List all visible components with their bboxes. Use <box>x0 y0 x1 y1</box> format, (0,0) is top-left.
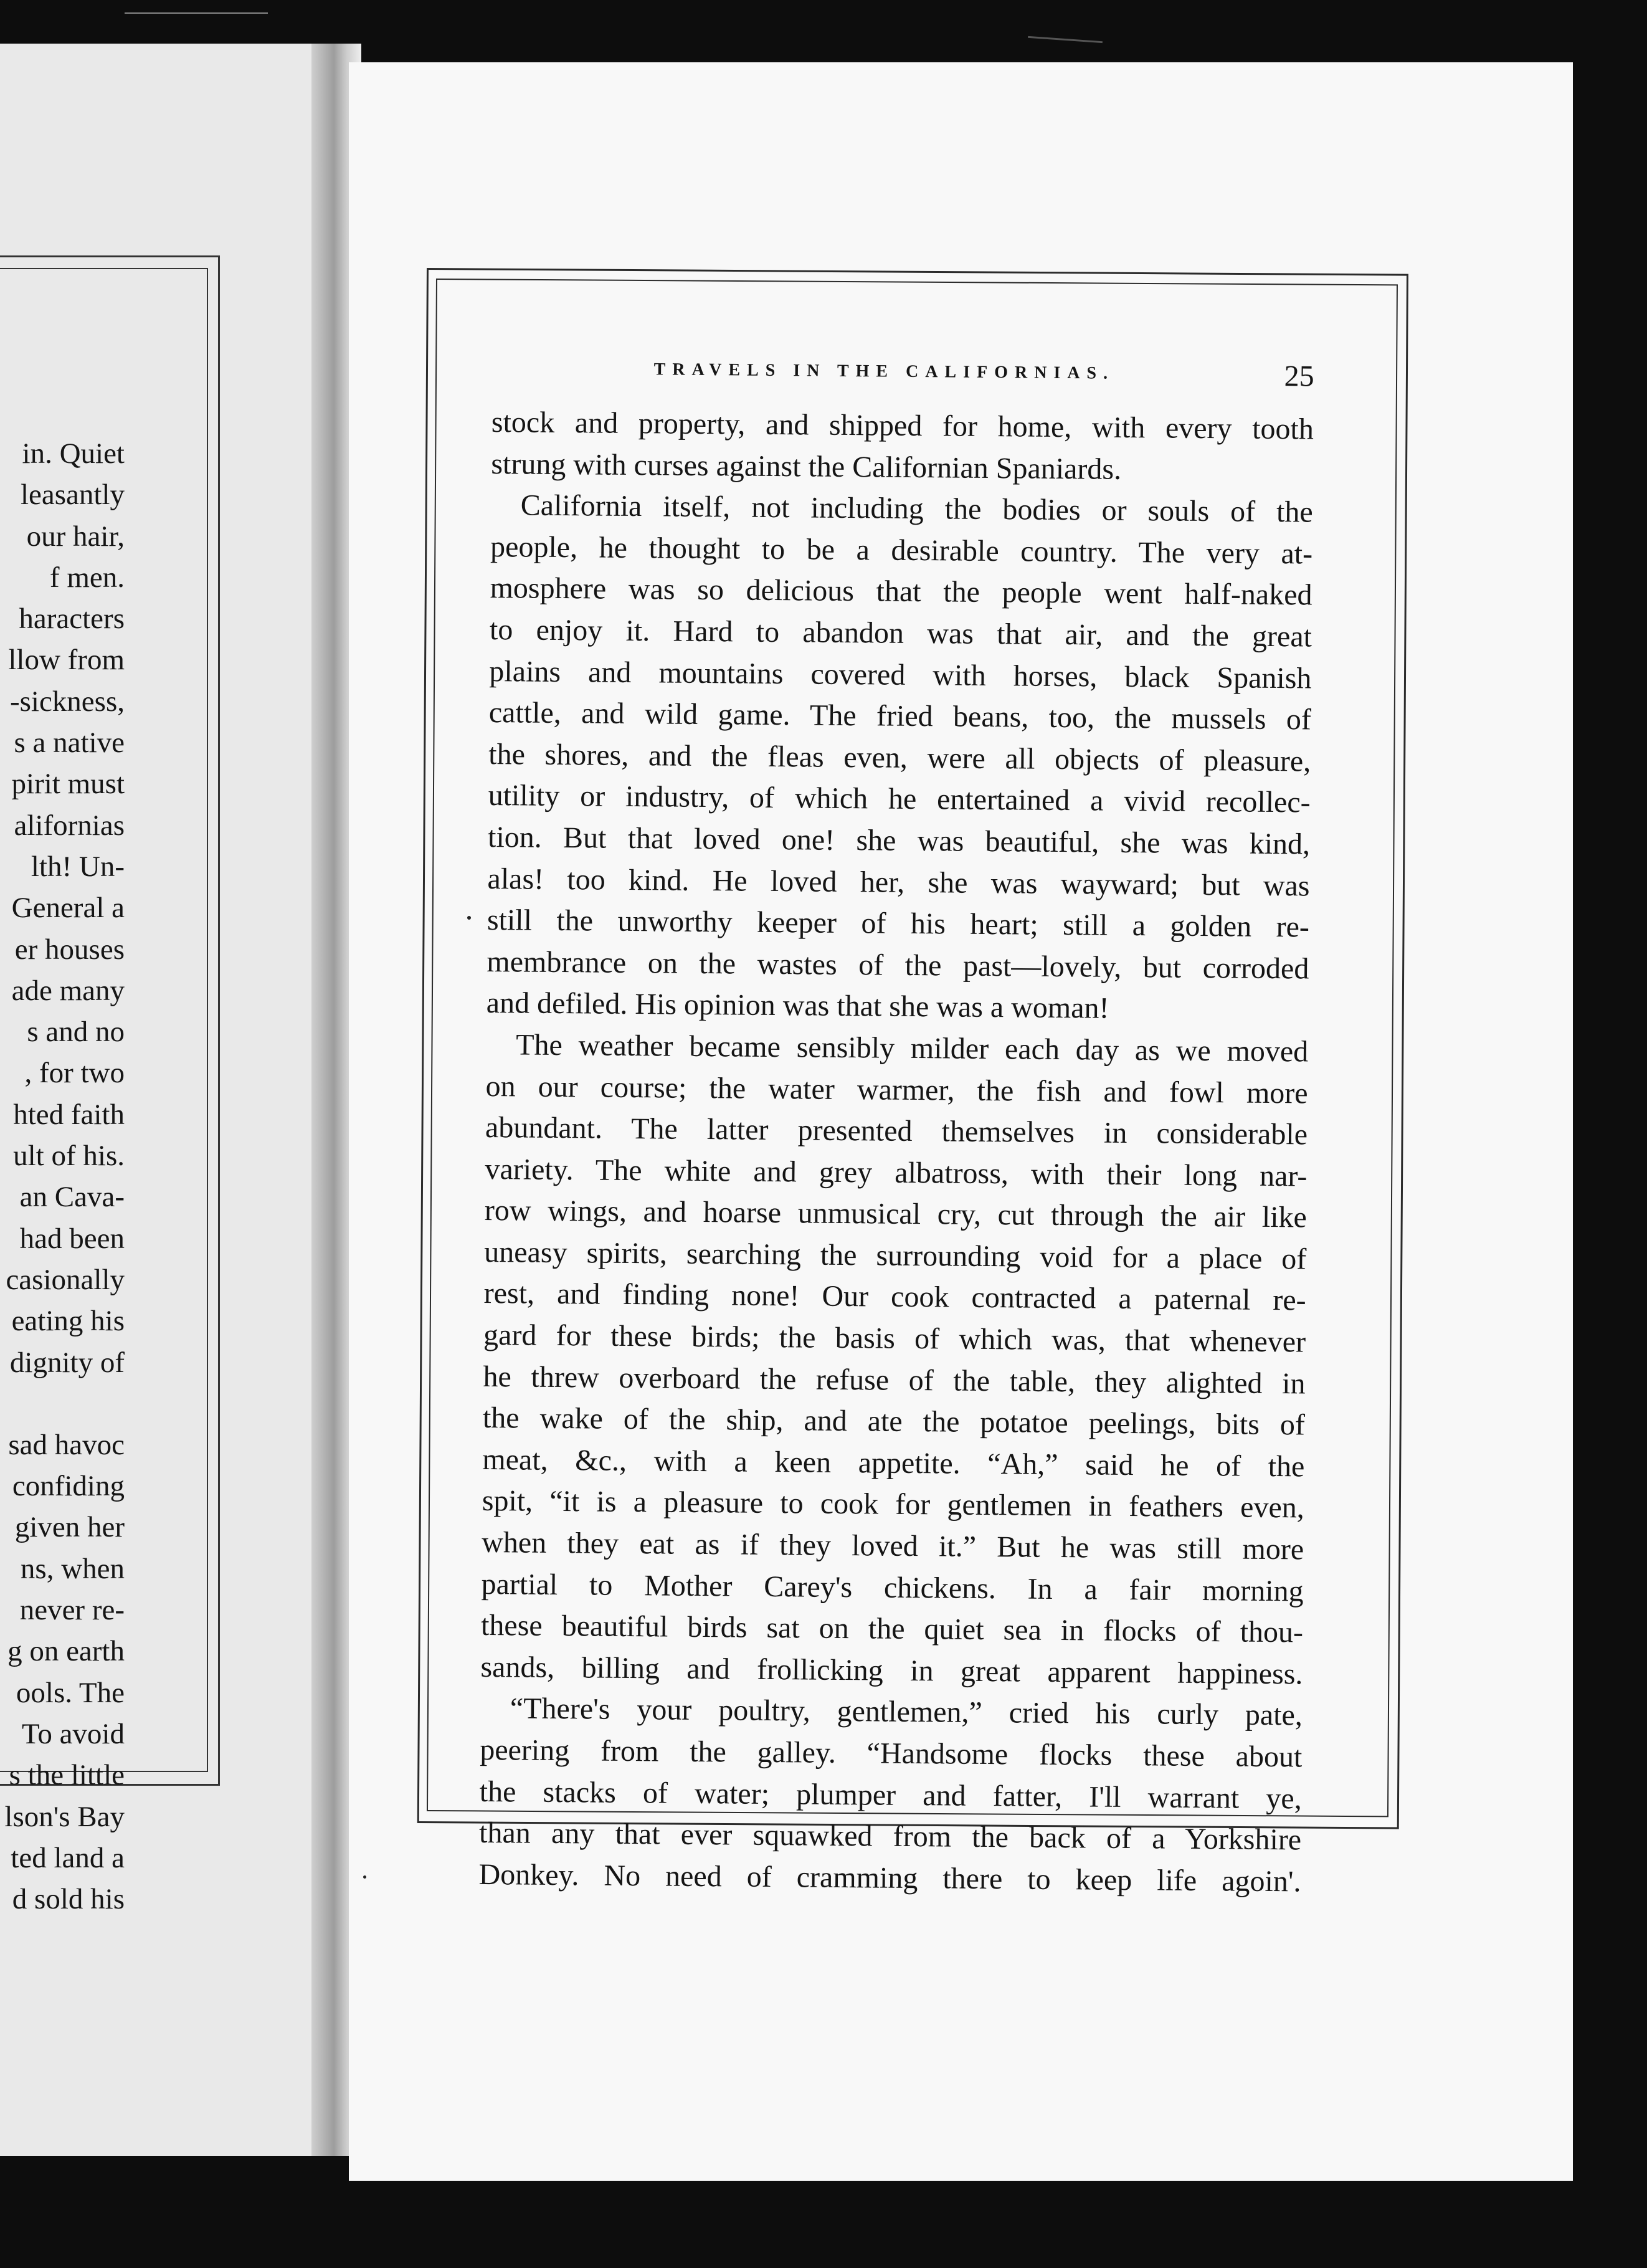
left-text-line: f men. <box>49 561 125 594</box>
left-text-line: s a native <box>14 727 125 760</box>
left-text-line: haracters <box>19 603 125 636</box>
left-text-line: hted faith <box>13 1098 125 1131</box>
text-line: “There's your poultry, gentlemen,” cried his curly pate, <box>510 1692 1303 1732</box>
text-line: he threw overboard the refuse of the table, they alighted in <box>483 1360 1306 1401</box>
running-head <box>491 346 1314 409</box>
page-number: 25 <box>1284 360 1314 393</box>
left-text-line: alifornias <box>14 809 125 842</box>
left-text-line: s the little <box>9 1759 125 1792</box>
left-text-line: leasantly <box>20 479 125 512</box>
paragraph-gap <box>0 1383 125 1424</box>
left-text-line: had been <box>19 1222 125 1255</box>
left-text-line: ult of his. <box>13 1140 125 1173</box>
text-line: utility or industry, of which he entertained a vivid recollec- <box>488 779 1311 819</box>
left-text-line: , for two <box>24 1057 125 1090</box>
text-line: to enjoy it. Hard to abandon was that air, and the great <box>489 612 1312 654</box>
left-text-line: confiding <box>12 1470 125 1503</box>
text-line: peering from the galley. “Handsome flocks these about <box>480 1733 1303 1774</box>
text-line: row wings, and hoarse unmusical cry, cut through the air like <box>484 1194 1308 1234</box>
text-line: strung with curses against the Californian Spaniards. <box>491 447 1122 486</box>
text-line: mosphere was so delicious that the people went half-naked <box>490 571 1312 612</box>
text-line: spit, “it is a pleasure to cook for gentlemen in feathers even, <box>482 1484 1305 1525</box>
left-text-line: given her <box>14 1511 125 1544</box>
text-line: cattle, and wild game. The fried beans, too, the mussels of <box>488 696 1312 736</box>
text-line: plains and mountains covered with horses, black Spanish <box>489 654 1312 695</box>
text-line: membrance on the wastes of the past—lovely, but corroded <box>487 945 1309 986</box>
text-line: and defiled. His opinion was that she was a woman! <box>486 986 1109 1025</box>
left-text-line: lson's Bay <box>4 1800 125 1833</box>
text-line: stock and property, and shipped for home, with every tooth <box>491 405 1314 446</box>
text-line: sands, billing and frollicking in great apparent happiness. <box>480 1650 1303 1691</box>
text-line: these beautiful birds sat on the quiet sea in flocks of thou- <box>480 1609 1304 1649</box>
ink-speck <box>363 1875 366 1879</box>
text-line: people, he thought to be a desirable country. The very at- <box>490 530 1313 571</box>
scan-scratch <box>125 12 268 14</box>
left-text-line: never re- <box>19 1594 125 1627</box>
left-text-line: llow from <box>8 644 125 677</box>
left-text-line: er houses <box>14 933 125 966</box>
left-text-line: d sold his <box>12 1883 125 1916</box>
text-line: than any that ever squawked from the back of a Yorkshire <box>478 1816 1302 1857</box>
text-line: still the unworthy keeper of his heart; still a golden re- <box>487 903 1310 944</box>
left-text-line: ns, when <box>20 1552 125 1585</box>
left-text-line: pirit must <box>11 768 125 801</box>
text-line: uneasy spirits, searching the surrounding void for a place of <box>484 1235 1307 1276</box>
text-line: variety. The white and grey albatross, with their long nar- <box>485 1152 1308 1193</box>
left-text-line: ted land a <box>11 1841 125 1874</box>
text-line: the wake of the ship, and ate the potatoe peelings, bits of <box>482 1401 1306 1442</box>
text-line: when they eat as if they loved it.” But he was still more <box>482 1525 1304 1566</box>
left-page-text <box>0 433 125 1920</box>
left-text-line: dignity of <box>9 1346 125 1379</box>
ink-speck <box>467 916 471 920</box>
text-line: tion. But that loved one! she was beautiful, she was kind, <box>487 820 1311 861</box>
text-line: California itself, not including the bodies or souls of the <box>520 488 1313 529</box>
text-line: the shores, and the fleas even, were all objects of pleasure, <box>488 737 1311 778</box>
left-text-line: lth! Un- <box>31 850 125 883</box>
left-text-line: -sickness, <box>9 685 125 718</box>
text-line: partial to Mother Carey's chickens. In a fair morning <box>481 1567 1304 1608</box>
text-line: Donkey. No need of cramming there to keep life agoin'. <box>478 1857 1301 1899</box>
left-text-line: ade many <box>11 974 125 1007</box>
left-text-line: ools. The <box>16 1676 125 1709</box>
left-text-line: To avoid <box>21 1717 125 1750</box>
right-page-text-block <box>478 346 1314 1903</box>
text-line: gard for these birds; the basis of which was, that whenever <box>483 1318 1306 1359</box>
text-line: rest, and finding none! Our cook contracted a paternal re- <box>483 1277 1306 1317</box>
left-page <box>0 44 336 2156</box>
left-text-line: s and no <box>27 1016 125 1049</box>
text-line: alas! too kind. He loved her, she was wayward; but was <box>487 862 1310 903</box>
left-text-line: an Cava- <box>19 1181 125 1214</box>
left-text-line: our hair, <box>26 520 125 553</box>
text-line: meat, &c., with a keen appetite. “Ah,” said he of the <box>482 1442 1305 1484</box>
left-text-line: g on earth <box>7 1635 125 1668</box>
text-line: on our course; the water warmer, the fish and fowl more <box>485 1069 1308 1110</box>
text-line: The weather became sensibly milder each day as we moved <box>515 1028 1309 1069</box>
left-text-line: General a <box>11 892 125 925</box>
text-line: abundant. The latter presented themselves in considerable <box>485 1111 1308 1151</box>
left-text-line: casionally <box>6 1263 125 1296</box>
left-text-line: eating his <box>11 1305 125 1338</box>
text-line: the stacks of water; plumper and fatter, I'll warrant ye, <box>479 1775 1302 1816</box>
left-text-line: sad havoc <box>8 1428 125 1461</box>
body-text <box>478 402 1314 1903</box>
left-text-line: in. Quiet <box>22 437 125 470</box>
scan-scratch <box>1028 36 1103 43</box>
running-title: TRAVELS IN THE CALIFORNIAS. <box>653 360 1115 383</box>
